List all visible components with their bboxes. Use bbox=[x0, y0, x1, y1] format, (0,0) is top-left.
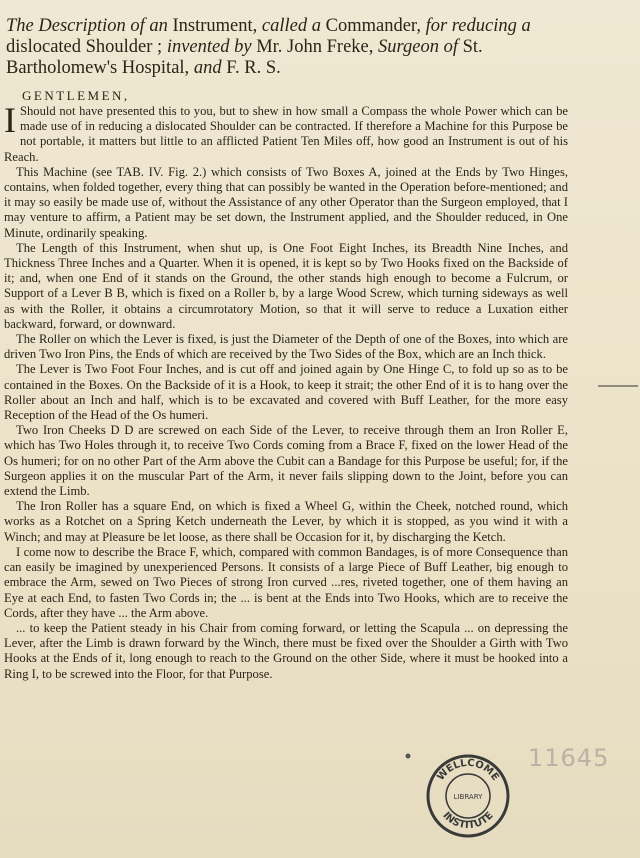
title-part: St. Bartholomew's Hospital, bbox=[6, 37, 483, 78]
ink-mark bbox=[404, 752, 412, 760]
paragraph: The Roller on which the Lever is fixed, is just the Diameter of the Depth of one of the Boxes, into which are driven Two Iron Pins, the Ends of which are received by the Two Sides of the Box, which are an Inch thick. bbox=[4, 332, 568, 362]
stamp-text-center: LIBRARY bbox=[453, 793, 483, 801]
salutation: GENTLEMEN, bbox=[22, 88, 130, 103]
paragraph bbox=[4, 100, 568, 165]
title-part: invented by bbox=[166, 37, 252, 57]
svg-text:INSTITUTE bbox=[440, 810, 495, 831]
title-part: and bbox=[193, 58, 222, 78]
stamp-text-bottom: INSTITUTE bbox=[440, 810, 496, 832]
title-part: for reducing a bbox=[425, 16, 531, 36]
paragraph: The Iron Roller has a square End, on which is fixed a Wheel G, within the Cheek, notched round, which works as a Rotchet on a Spring Ketch underneath the Lever, by which it is stopped, as you wind it with a Winch; and may at Pleasure be let loose, as there shall be Occasion for it, by discharging the Ketch. bbox=[4, 499, 568, 544]
edge-mark bbox=[598, 385, 638, 387]
body-text bbox=[4, 100, 568, 682]
paragraph: The Lever is Two Foot Four Inches, and is cut off and joined again by One Hinge C, to fold up so as to be contained in the Boxes. On the Backside of it is a Hook, to keep it strait; the other End of it is to hang over the Roller about an Inch and half, which is to be excavated and covered with Buff Leather, for the more easy Reception of the Head of the Os humeri. bbox=[4, 362, 568, 423]
paragraph: I come now to describe the Brace F, which, compared with common Bandages, is of more Consequence than can easily be imagined by unexperienced Persons. It consists of a large Piece of Buff Leather, big enough to embrace the Arm, sewed on Two Pieces of strong Iron curved ...res, riveted together, one of them having an Eye at each End, to fasten Two Cords in; the ... is bent at the Ends into Two Hooks, which are to receive the Cords, after they have ... the Arm above. bbox=[4, 544, 568, 620]
drop-cap: I bbox=[4, 100, 16, 140]
title-part: Instrument, bbox=[167, 16, 262, 36]
page-title bbox=[6, 16, 578, 79]
title-part: The Description of an bbox=[6, 16, 168, 36]
paragraph: Two Iron Cheeks D D are screwed on each Side of the Lever, to receive through them an Iron Roller E, which has Two Holes through it, to receive Two Cords coming from a Brace F, fixed on the lower Head of the Os humeri; for on no other Part of the Arm above the Cubit can a Bandage for this Purpose be useful; for, if the Surgeon applies it on the muscular Part of the Arm, it never fails slipping down to the Joint, before you can extend the Limb. bbox=[4, 423, 568, 499]
title-part: Surgeon of bbox=[378, 37, 458, 57]
paragraph-text: Should not have presented this to you, but to shew in how small a Compass the whole Power which can be made use of in reducing a dislocated Shoulder can be contracted. If therefore a Machine for this Purpose be not portable, it matters but little to an afflicted Patient Ten Miles off, how good an Instrument is out of his Reach. bbox=[4, 104, 568, 164]
paragraph: ... to keep the Patient steady in his Chair from coming forward, or letting the Scapula ... on depressing the Lever, after the Limb is drawn forward by the Winch, there must be fixed over the Shoulder a Girth with Two Hooks at the Ends of it, long enough to reach to the Ground on the other Side, where it must be hooked into a Ring I, to be screwed into the Floor, for that Purpose. bbox=[4, 620, 568, 681]
title-part: F. R. S. bbox=[221, 58, 281, 78]
library-stamp bbox=[424, 752, 512, 840]
stamp-text-top: WELLCOME bbox=[435, 757, 501, 783]
title-part: Mr. John Freke, bbox=[251, 37, 378, 57]
paragraph: This Machine (see TAB. IV. Fig. 2.) which consists of Two Boxes A, joined at the Ends by Two Hinges, contains, when folded together, every thing that can possibly be wanted in the Operation before-mentioned; and it may so easily be made use of, without the Assistance of any other Operator than the Surgeon employed, that I may venture to affirm, a Patient may be set down, the Instrument applied, and the Shoulder reduced, in One Minute, ordinarily speaking. bbox=[4, 164, 568, 240]
pencil-note: 11645 bbox=[528, 744, 610, 772]
title-part: called a bbox=[261, 16, 321, 36]
title-part: Commander, bbox=[320, 16, 426, 36]
title-part: dislocated Shoulder ; bbox=[6, 37, 167, 57]
paragraph: The Length of this Instrument, when shut up, is One Foot Eight Inches, its Breadth Nine Inches, and Thickness Three Inches and a Quarter. When it is opened, it is kept so by Two Hooks fixed on the Backside of it; and, when one End of it stands on the Ground, the other stands high enough to become a Fulcrum, or Support of a Lever B B, which is fixed on a Roller b, by a large Wood Screw, which turning sideways as well as with the Roller, it obtains a circumrotatory Motion, so that it will serve to reduce a Luxation either backward, forward, or downward. bbox=[4, 240, 568, 331]
